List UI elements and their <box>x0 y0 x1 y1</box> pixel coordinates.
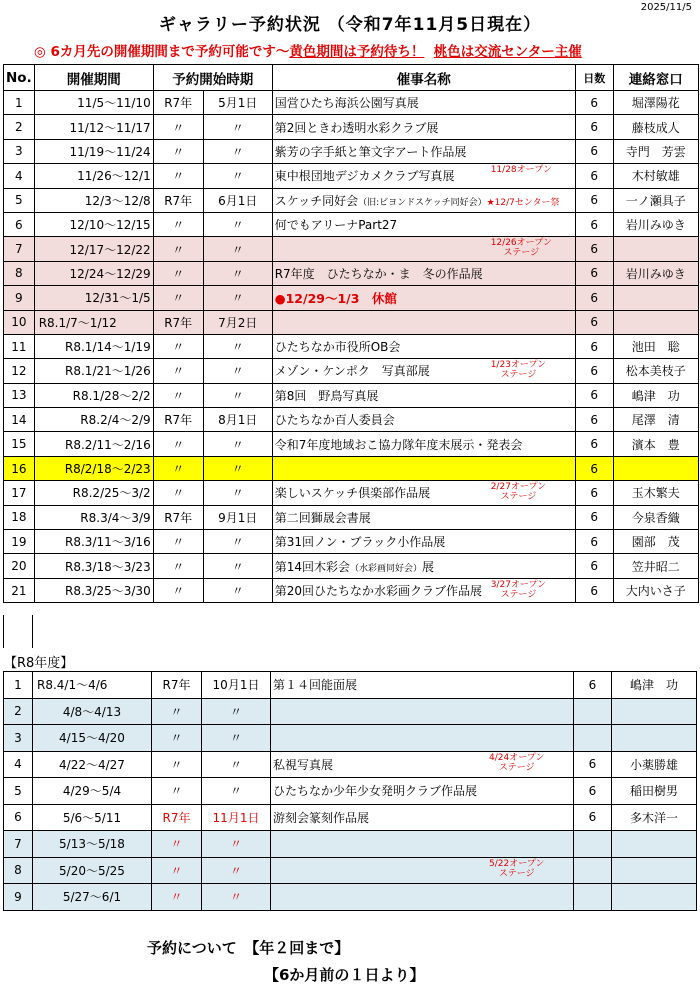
table-row <box>4 383 699 407</box>
row-days <box>574 725 612 752</box>
row-number: 14 <box>4 408 35 432</box>
row-reservation-start: 〃 <box>202 751 271 778</box>
row-reservation-start: 〃 <box>203 237 272 261</box>
row-number: 19 <box>4 530 35 554</box>
row-event <box>272 237 575 261</box>
row-event <box>271 751 574 778</box>
table-row <box>4 857 697 884</box>
row-days: 6 <box>575 91 613 115</box>
row-contact <box>613 286 698 310</box>
row-period: 4/22～4/27 <box>33 751 152 778</box>
row-contact: 尾澤 清 <box>613 408 698 432</box>
row-contact: 一ノ瀬具子 <box>613 188 698 212</box>
row-period: 12/24～12/29 <box>34 261 153 285</box>
reservation-notice <box>34 40 582 60</box>
row-days: 6 <box>575 456 613 480</box>
row-contact <box>613 456 698 480</box>
event-name: 私視写真展 <box>273 757 334 772</box>
table-row <box>4 188 699 212</box>
header-days: 日数 <box>575 65 613 91</box>
row-event <box>272 310 575 334</box>
row-contact <box>612 698 697 725</box>
event-tail: 展 <box>422 559 435 574</box>
notice-main: ◎ 6カ月先の開催期間まで予約可能です～ <box>34 44 290 60</box>
table-row <box>4 359 699 383</box>
row-number: 10 <box>4 310 35 334</box>
row-event <box>272 408 575 432</box>
row-event <box>272 139 575 163</box>
table-row <box>4 212 699 236</box>
row-reservation-year: 〃 <box>153 212 203 236</box>
row-event <box>272 432 575 456</box>
closure-notice: ●12/29～1/3 休館 <box>274 290 397 306</box>
row-reservation-start: 〃 <box>202 778 271 805</box>
row-event <box>271 778 574 805</box>
row-contact: 濱本 豊 <box>613 432 698 456</box>
row-number: 5 <box>4 188 35 212</box>
row-event <box>272 578 575 602</box>
row-reservation-year: 〃 <box>153 286 203 310</box>
row-days: 6 <box>575 115 613 139</box>
row-days: 6 <box>575 554 613 578</box>
event-name: 国営ひたち海浜公園写真展 <box>274 96 419 111</box>
header-no: No. <box>4 65 35 91</box>
table-row <box>4 91 699 115</box>
row-event <box>272 554 575 578</box>
row-reservation-year: 〃 <box>153 164 203 188</box>
open-stage-note: 12/26オープン ステージ <box>490 238 552 259</box>
table-row <box>4 408 699 432</box>
event-name: メゾン・ケンポク 写真部展 <box>274 364 430 379</box>
row-event <box>272 164 575 188</box>
row-number: 17 <box>4 481 35 505</box>
row-days: 6 <box>575 359 613 383</box>
row-reservation-year: 〃 <box>152 884 202 911</box>
row-reservation-year: R7年 <box>153 188 203 212</box>
row-reservation-year: 〃 <box>153 530 203 554</box>
table-row <box>4 456 699 480</box>
row-number: 1 <box>4 672 33 699</box>
row-period: 12/3～12/8 <box>34 188 153 212</box>
row-days: 6 <box>575 286 613 310</box>
row-number: 5 <box>4 778 33 805</box>
row-reservation-year: 〃 <box>153 139 203 163</box>
row-reservation-year: 〃 <box>152 857 202 884</box>
row-event <box>272 188 575 212</box>
row-reservation-year: R7年 <box>153 408 203 432</box>
event-name: ひたちなか市役所OB会 <box>274 340 401 355</box>
row-number: 2 <box>4 698 33 725</box>
event-name: 第31回ノン・ブラック小作品展 <box>274 535 446 550</box>
row-number: 7 <box>4 831 33 858</box>
row-days: 6 <box>574 804 612 831</box>
event-name: スケッチ同好会 <box>274 193 359 208</box>
table-row <box>4 432 699 456</box>
row-period: R8.1/21～1/26 <box>34 359 153 383</box>
event-name: ひたちなか百人委員会 <box>274 413 395 428</box>
row-reservation-start: 〃 <box>203 164 272 188</box>
row-reservation-year: 〃 <box>153 261 203 285</box>
row-days: 6 <box>575 188 613 212</box>
table-row <box>4 237 699 261</box>
open-stage-note: 1/23オープン ステージ <box>490 360 547 381</box>
event-name: 楽しいスケッチ倶楽部作品展 <box>274 486 431 501</box>
row-reservation-year: 〃 <box>153 334 203 358</box>
row-number: 3 <box>4 139 35 163</box>
row-event <box>271 804 574 831</box>
table-row <box>4 115 699 139</box>
event-name: 第8回 野鳥写真展 <box>274 388 379 403</box>
row-reservation-start: 〃 <box>202 857 271 884</box>
row-days: 6 <box>575 408 613 432</box>
row-contact: 藤枝成人 <box>613 115 698 139</box>
table-header <box>4 65 699 91</box>
page-title: ギャラリー予約状況 （令和7年11月5日現在） <box>158 15 542 35</box>
row-contact: 池田 聡 <box>613 334 698 358</box>
table-row <box>4 164 699 188</box>
row-days: 6 <box>575 383 613 407</box>
event-name: 第20回ひたちなか水彩画クラブ作品展 <box>274 584 482 598</box>
row-days: 6 <box>575 578 613 602</box>
row-period: 11/26～12/1 <box>34 164 153 188</box>
row-number: 2 <box>4 115 35 139</box>
row-contact: 多木洋一 <box>612 804 697 831</box>
row-days: 6 <box>575 530 613 554</box>
row-period: R8/2/18～2/23 <box>34 456 153 480</box>
footer-reservation-rule: 予約について 【年２回まで】 <box>147 939 350 957</box>
row-contact: 今泉香織 <box>613 505 698 529</box>
row-contact <box>613 310 698 334</box>
row-contact: 岩川みゆき <box>613 261 698 285</box>
schedule-table <box>3 64 699 603</box>
row-contact <box>612 884 697 911</box>
table-row <box>4 778 697 805</box>
row-contact: 堀澤陽花 <box>613 91 698 115</box>
row-number: 9 <box>4 286 35 310</box>
row-number: 16 <box>4 456 35 480</box>
row-period: R8.3/25～3/30 <box>34 578 153 602</box>
row-reservation-start: 〃 <box>202 884 271 911</box>
notice-pink: 桃色は交流センター主催 <box>433 44 582 60</box>
row-contact: 松本美枝子 <box>613 359 698 383</box>
row-days: 6 <box>575 505 613 529</box>
row-period: R8.2/4～2/9 <box>34 408 153 432</box>
event-name: 令和7年度地域おこ協力隊年度末展示・発表会 <box>274 437 523 452</box>
row-number: 18 <box>4 505 35 529</box>
row-contact: 寺門 芳雲 <box>613 139 698 163</box>
row-reservation-start: 〃 <box>203 261 272 285</box>
row-days <box>574 857 612 884</box>
row-reservation-start: 〃 <box>203 212 272 236</box>
row-event <box>272 359 575 383</box>
table-row <box>4 725 697 752</box>
row-number: 4 <box>4 164 35 188</box>
open-stage-note: 2/27オープン ステージ <box>490 482 547 503</box>
row-reservation-year: R7年 <box>152 804 202 831</box>
current-date: 2025/11/5 <box>640 2 692 13</box>
row-reservation-start: 〃 <box>203 383 272 407</box>
row-reservation-year: 〃 <box>153 237 203 261</box>
row-period: R8.4/1～4/6 <box>33 672 152 699</box>
row-reservation-start: 〃 <box>202 725 271 752</box>
table-row <box>4 310 699 334</box>
open-stage-note: 3/27オープン ステージ <box>490 579 547 600</box>
row-event <box>272 456 575 480</box>
row-days <box>574 698 612 725</box>
row-period: 5/13～5/18 <box>33 831 152 858</box>
event-name: ひたちなか少年少女発明クラブ作品展 <box>273 784 478 799</box>
event-name: 游刻会篆刻作品展 <box>273 810 370 825</box>
row-event <box>272 505 575 529</box>
row-reservation-start: 5月1日 <box>203 91 272 115</box>
row-event <box>272 115 575 139</box>
row-event <box>272 383 575 407</box>
row-reservation-start: 〃 <box>203 115 272 139</box>
table-row <box>4 554 699 578</box>
table-row <box>4 334 699 358</box>
row-days: 6 <box>575 310 613 334</box>
row-number: 3 <box>4 725 33 752</box>
row-event <box>272 481 575 505</box>
row-period: 12/17～12/22 <box>34 237 153 261</box>
row-contact: 嶋津 功 <box>613 383 698 407</box>
row-reservation-year: 〃 <box>152 725 202 752</box>
row-days: 6 <box>575 261 613 285</box>
header-reservation: 予約開始時期 <box>153 65 272 91</box>
row-contact <box>612 831 697 858</box>
row-reservation-year: 〃 <box>153 554 203 578</box>
row-contact: 大内いさ子 <box>613 578 698 602</box>
event-name: 東中根団地デジカメクラブ写真展 <box>274 169 455 184</box>
row-period: 4/29～5/4 <box>33 778 152 805</box>
row-number: 4 <box>4 751 33 778</box>
row-event <box>271 857 574 884</box>
schedule-table-r8 <box>3 671 697 911</box>
row-contact: 小薬勝雄 <box>612 751 697 778</box>
section-label-r8: 【R8年度】 <box>4 656 74 671</box>
open-stage-note: 11/28オープン <box>490 165 552 176</box>
open-stage-note: 5/22オープン ステージ <box>489 858 545 879</box>
row-period: 4/15～4/20 <box>33 725 152 752</box>
row-reservation-year: 〃 <box>153 383 203 407</box>
row-period: R8.2/25～3/2 <box>34 481 153 505</box>
row-period: R8.1/14～1/19 <box>34 334 153 358</box>
table-row <box>4 672 697 699</box>
event-name: 第14回木彩会 <box>274 559 350 574</box>
row-reservation-year: 〃 <box>152 778 202 805</box>
row-reservation-start: 〃 <box>202 831 271 858</box>
row-contact: 木村敏雄 <box>613 164 698 188</box>
event-festival-note: ★12/7センター祭 <box>486 197 560 208</box>
row-contact: 稲田樹男 <box>612 778 697 805</box>
row-days: 6 <box>575 432 613 456</box>
row-reservation-year: 〃 <box>153 481 203 505</box>
row-number: 20 <box>4 554 35 578</box>
row-number: 13 <box>4 383 35 407</box>
row-contact <box>612 857 697 884</box>
row-reservation-start: 8月1日 <box>203 408 272 432</box>
row-reservation-start: 〃 <box>203 334 272 358</box>
row-reservation-year: R7年 <box>153 310 203 334</box>
row-event <box>271 725 574 752</box>
table-row <box>4 530 699 554</box>
row-period: 5/27～6/1 <box>33 884 152 911</box>
row-days <box>574 884 612 911</box>
row-event <box>272 334 575 358</box>
row-number: 11 <box>4 334 35 358</box>
row-days: 6 <box>575 334 613 358</box>
table-row <box>4 698 697 725</box>
row-period: 4/8～4/13 <box>33 698 152 725</box>
row-contact: 玉木繁夫 <box>613 481 698 505</box>
row-reservation-start: 〃 <box>203 286 272 310</box>
row-days: 6 <box>575 139 613 163</box>
row-reservation-year: 〃 <box>152 698 202 725</box>
row-reservation-start: 11月1日 <box>202 804 271 831</box>
row-event <box>271 698 574 725</box>
table-row <box>4 578 699 602</box>
row-days: 6 <box>575 481 613 505</box>
notice-yellow: 黄色期間は予約待ち！ <box>289 44 425 60</box>
event-name: 第2回ときわ透明水彩クラブ展 <box>274 120 439 135</box>
row-reservation-start: 9月1日 <box>203 505 272 529</box>
row-number: 15 <box>4 432 35 456</box>
row-period: 11/12～11/17 <box>34 115 153 139</box>
row-reservation-start: 〃 <box>202 698 271 725</box>
table-row <box>4 261 699 285</box>
row-contact: 笠井昭二 <box>613 554 698 578</box>
row-days: 6 <box>574 672 612 699</box>
row-days: 6 <box>574 778 612 805</box>
table-row <box>4 139 699 163</box>
row-event <box>271 672 574 699</box>
event-name: 第１４回能面展 <box>273 678 358 693</box>
row-days: 6 <box>575 212 613 236</box>
row-period: 12/31～1/5 <box>34 286 153 310</box>
row-event <box>271 884 574 911</box>
row-contact: 園部 茂 <box>613 530 698 554</box>
row-number: 6 <box>4 212 35 236</box>
event-name: R7年度 ひたちなか・ま 冬の作品展 <box>274 266 483 281</box>
row-reservation-year: 〃 <box>153 115 203 139</box>
divider-line <box>32 615 33 648</box>
footer-reservation-start: 【6か月前の１日より】 <box>264 966 425 984</box>
row-reservation-start: 7月2日 <box>203 310 272 334</box>
row-period: 5/6～5/11 <box>33 804 152 831</box>
table-row <box>4 286 699 310</box>
row-reservation-year: 〃 <box>152 751 202 778</box>
row-reservation-start: 〃 <box>203 481 272 505</box>
row-period: 11/5～11/10 <box>34 91 153 115</box>
row-period: 5/20～5/25 <box>33 857 152 884</box>
row-period: R8.3/18～3/23 <box>34 554 153 578</box>
table-row <box>4 831 697 858</box>
table-row <box>4 804 697 831</box>
open-stage-note: 4/24オープン ステージ <box>489 752 545 773</box>
row-period: R8.3/11～3/16 <box>34 530 153 554</box>
row-contact: 嶋津 功 <box>612 672 697 699</box>
row-reservation-start: 〃 <box>203 578 272 602</box>
row-number: 6 <box>4 804 33 831</box>
row-event <box>272 261 575 285</box>
table-row <box>4 751 697 778</box>
row-reservation-start: 〃 <box>203 139 272 163</box>
row-reservation-year: 〃 <box>153 359 203 383</box>
row-contact <box>613 237 698 261</box>
event-name: 紫芳の字手紙と筆文字アート作品展 <box>274 144 467 159</box>
row-period: R8.1/28～2/2 <box>34 383 153 407</box>
header-event: 催事名称 <box>272 65 575 91</box>
row-reservation-start: 〃 <box>203 456 272 480</box>
row-reservation-start: 10月1日 <box>202 672 271 699</box>
row-period: 12/10～12/15 <box>34 212 153 236</box>
row-reservation-year: R7年 <box>152 672 202 699</box>
row-reservation-year: R7年 <box>153 91 203 115</box>
divider-line <box>3 615 4 648</box>
row-event <box>272 530 575 554</box>
row-days: 6 <box>574 751 612 778</box>
row-number: 21 <box>4 578 35 602</box>
row-period: 11/19～11/24 <box>34 139 153 163</box>
row-event <box>272 286 575 310</box>
row-number: 8 <box>4 261 35 285</box>
header-period: 開催期間 <box>34 65 153 91</box>
row-reservation-start: 〃 <box>203 432 272 456</box>
row-period: R8.3/4～3/9 <box>34 505 153 529</box>
event-name: 第二回獅晟会書展 <box>274 510 371 525</box>
row-period: R8.1/7～1/12 <box>34 310 153 334</box>
row-contact <box>612 725 697 752</box>
row-days <box>574 831 612 858</box>
row-number: 8 <box>4 857 33 884</box>
row-reservation-year: 〃 <box>152 831 202 858</box>
table-row <box>4 481 699 505</box>
row-reservation-start: 〃 <box>203 554 272 578</box>
row-reservation-year: R7年 <box>153 505 203 529</box>
table-row <box>4 884 697 911</box>
row-number: 12 <box>4 359 35 383</box>
row-number: 9 <box>4 884 33 911</box>
event-subname: （旧:ビヨンドスケッチ同好会） <box>358 197 487 208</box>
row-reservation-year: 〃 <box>153 578 203 602</box>
row-contact: 岩川みゆき <box>613 212 698 236</box>
row-reservation-start: 〃 <box>203 359 272 383</box>
row-event <box>272 212 575 236</box>
row-event <box>272 91 575 115</box>
row-days: 6 <box>575 164 613 188</box>
row-number: 1 <box>4 91 35 115</box>
row-period: R8.2/11～2/16 <box>34 432 153 456</box>
row-reservation-start: 〃 <box>203 530 272 554</box>
header-contact: 連絡窓口 <box>613 65 698 91</box>
row-reservation-year: 〃 <box>153 432 203 456</box>
event-subname: （水彩画同好会） <box>349 563 422 574</box>
row-event <box>271 831 574 858</box>
event-name: 何でもアリーナPart27 <box>274 218 398 233</box>
row-number: 7 <box>4 237 35 261</box>
table-row <box>4 505 699 529</box>
row-reservation-year: 〃 <box>153 456 203 480</box>
row-days: 6 <box>575 237 613 261</box>
row-reservation-start: 6月1日 <box>203 188 272 212</box>
